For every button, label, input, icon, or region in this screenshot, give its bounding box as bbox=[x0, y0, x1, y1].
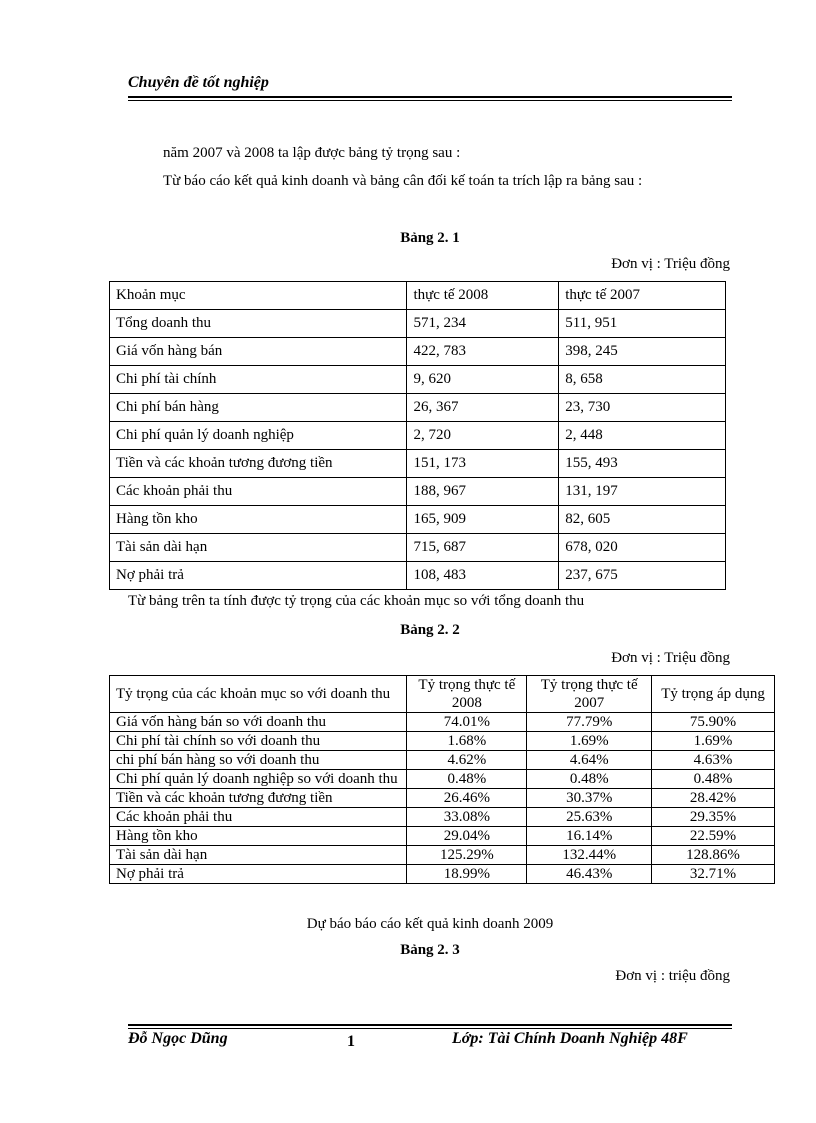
table-row bbox=[110, 827, 775, 846]
table-row bbox=[110, 865, 775, 884]
table-row bbox=[110, 789, 775, 808]
cell-value: 151, 173 bbox=[407, 450, 559, 478]
cell-value: 74.01% bbox=[407, 713, 527, 732]
cell-value: Tỷ trọng thực tế 2007 bbox=[527, 676, 652, 713]
cell-value: thực tế 2008 bbox=[407, 282, 559, 310]
cell-value: 16.14% bbox=[527, 827, 652, 846]
cell-value: 131, 197 bbox=[559, 478, 726, 506]
row-label: Các khoản phải thu bbox=[110, 808, 407, 827]
cell-value: 9, 620 bbox=[407, 366, 559, 394]
cell-value: 1.68% bbox=[407, 732, 527, 751]
cell-value: Tỷ trọng áp dụng bbox=[652, 676, 775, 713]
row-label: Khoản mục bbox=[110, 282, 407, 310]
table-row bbox=[110, 534, 726, 562]
table-row bbox=[110, 506, 726, 534]
cell-value: 155, 493 bbox=[559, 450, 726, 478]
cell-value: 571, 234 bbox=[407, 310, 559, 338]
cell-value: 26.46% bbox=[407, 789, 527, 808]
table-row bbox=[110, 450, 726, 478]
cell-value: 23, 730 bbox=[559, 394, 726, 422]
table-row bbox=[110, 366, 726, 394]
table-2-1 bbox=[109, 281, 726, 590]
cell-value: 678, 020 bbox=[559, 534, 726, 562]
between-text: Từ bảng trên ta tính được tỷ trọng của các khoản mục so với tổng doanh thu bbox=[128, 593, 585, 609]
table-2-2 bbox=[109, 675, 775, 884]
cell-value: 82, 605 bbox=[559, 506, 726, 534]
cell-value: 165, 909 bbox=[407, 506, 559, 534]
cell-value: thực tế 2007 bbox=[559, 282, 726, 310]
table-row bbox=[110, 562, 726, 590]
table-row bbox=[110, 808, 775, 827]
cell-value: 132.44% bbox=[527, 846, 652, 865]
row-label: Giá vốn hàng bán bbox=[110, 338, 407, 366]
cell-value: 29.04% bbox=[407, 827, 527, 846]
header-rule bbox=[128, 96, 732, 98]
table-row bbox=[110, 732, 775, 751]
table-row bbox=[110, 422, 726, 450]
footer-class: Lớp: Tài Chính Doanh Nghiệp 48F bbox=[452, 1030, 688, 1047]
row-label: Tài sản dài hạn bbox=[110, 534, 407, 562]
header-rule-thin bbox=[128, 100, 732, 101]
cell-value: 125.29% bbox=[407, 846, 527, 865]
cell-value: 188, 967 bbox=[407, 478, 559, 506]
row-label: Tỷ trọng của các khoản mục so với doanh thu bbox=[110, 676, 407, 713]
row-label: Hàng tồn kho bbox=[110, 506, 407, 534]
cell-value: 0.48% bbox=[407, 770, 527, 789]
cell-value: 25.63% bbox=[527, 808, 652, 827]
table-row bbox=[110, 713, 775, 732]
row-label: Tổng doanh thu bbox=[110, 310, 407, 338]
forecast-text: Dự báo báo cáo kết quả kinh doanh 2009 bbox=[306, 916, 554, 932]
table-row bbox=[110, 338, 726, 366]
cell-value: 108, 483 bbox=[407, 562, 559, 590]
row-label: Các khoản phải thu bbox=[110, 478, 407, 506]
row-label: Hàng tồn kho bbox=[110, 827, 407, 846]
table1-caption: Bảng 2. 1 bbox=[400, 230, 460, 246]
row-label: Chi phí quản lý doanh nghiệp so với doanh thu bbox=[110, 770, 407, 789]
intro-line-2: Từ báo cáo kết quả kinh doanh và bảng cân đối kế toán ta trích lập ra bảng sau : bbox=[163, 173, 643, 189]
cell-value: Tỷ trọng thực tế 2008 bbox=[407, 676, 527, 713]
row-label: Tài sản dài hạn bbox=[110, 846, 407, 865]
row-label: Tiền và các khoản tương đương tiền bbox=[110, 789, 407, 808]
page-number: 1 bbox=[347, 1033, 355, 1050]
row-label: Chi phí tài chính so với doanh thu bbox=[110, 732, 407, 751]
table2-unit: Đơn vị : Triệu đồng bbox=[611, 650, 730, 666]
table-row bbox=[110, 846, 775, 865]
cell-value: 1.69% bbox=[652, 732, 775, 751]
cell-value: 1.69% bbox=[527, 732, 652, 751]
table-row bbox=[110, 478, 726, 506]
cell-value: 18.99% bbox=[407, 865, 527, 884]
footer-rule-thin bbox=[128, 1028, 732, 1029]
table2-caption: Bảng 2. 2 bbox=[400, 622, 460, 638]
table-row bbox=[110, 310, 726, 338]
cell-value: 0.48% bbox=[527, 770, 652, 789]
cell-value: 33.08% bbox=[407, 808, 527, 827]
table-row bbox=[110, 394, 726, 422]
cell-value: 29.35% bbox=[652, 808, 775, 827]
table-row bbox=[110, 751, 775, 770]
cell-value: 398, 245 bbox=[559, 338, 726, 366]
row-label: Giá vốn hàng bán so với doanh thu bbox=[110, 713, 407, 732]
cell-value: 511, 951 bbox=[559, 310, 726, 338]
cell-value: 26, 367 bbox=[407, 394, 559, 422]
cell-value: 22.59% bbox=[652, 827, 775, 846]
cell-value: 715, 687 bbox=[407, 534, 559, 562]
row-label: Tiền và các khoản tương đương tiền bbox=[110, 450, 407, 478]
cell-value: 77.79% bbox=[527, 713, 652, 732]
cell-value: 128.86% bbox=[652, 846, 775, 865]
footer-author: Đỗ Ngọc Dũng bbox=[128, 1030, 228, 1047]
cell-value: 30.37% bbox=[527, 789, 652, 808]
page-header-title: Chuyên đề tốt nghiệp bbox=[128, 74, 269, 91]
intro-line-1: năm 2007 và 2008 ta lập được bảng tỷ trọng sau : bbox=[163, 145, 461, 161]
row-label: Chi phí quản lý doanh nghiệp bbox=[110, 422, 407, 450]
table-header-row bbox=[110, 676, 775, 713]
cell-value: 32.71% bbox=[652, 865, 775, 884]
cell-value: 2, 448 bbox=[559, 422, 726, 450]
cell-value: 2, 720 bbox=[407, 422, 559, 450]
cell-value: 4.62% bbox=[407, 751, 527, 770]
footer-rule bbox=[128, 1024, 732, 1026]
row-label: Nợ phải trả bbox=[110, 562, 407, 590]
table3-caption: Bảng 2. 3 bbox=[400, 942, 460, 958]
table1-unit: Đơn vị : Triệu đồng bbox=[611, 256, 730, 272]
cell-value: 46.43% bbox=[527, 865, 652, 884]
table-header-row bbox=[110, 282, 726, 310]
cell-value: 75.90% bbox=[652, 713, 775, 732]
row-label: Nợ phải trả bbox=[110, 865, 407, 884]
row-label: Chi phí tài chính bbox=[110, 366, 407, 394]
cell-value: 28.42% bbox=[652, 789, 775, 808]
cell-value: 8, 658 bbox=[559, 366, 726, 394]
cell-value: 0.48% bbox=[652, 770, 775, 789]
cell-value: 422, 783 bbox=[407, 338, 559, 366]
cell-value: 4.64% bbox=[527, 751, 652, 770]
table-row bbox=[110, 770, 775, 789]
row-label: Chi phí bán hàng bbox=[110, 394, 407, 422]
row-label: chi phí bán hàng so với doanh thu bbox=[110, 751, 407, 770]
table3-unit: Đơn vị : triệu đồng bbox=[615, 968, 730, 984]
cell-value: 4.63% bbox=[652, 751, 775, 770]
cell-value: 237, 675 bbox=[559, 562, 726, 590]
